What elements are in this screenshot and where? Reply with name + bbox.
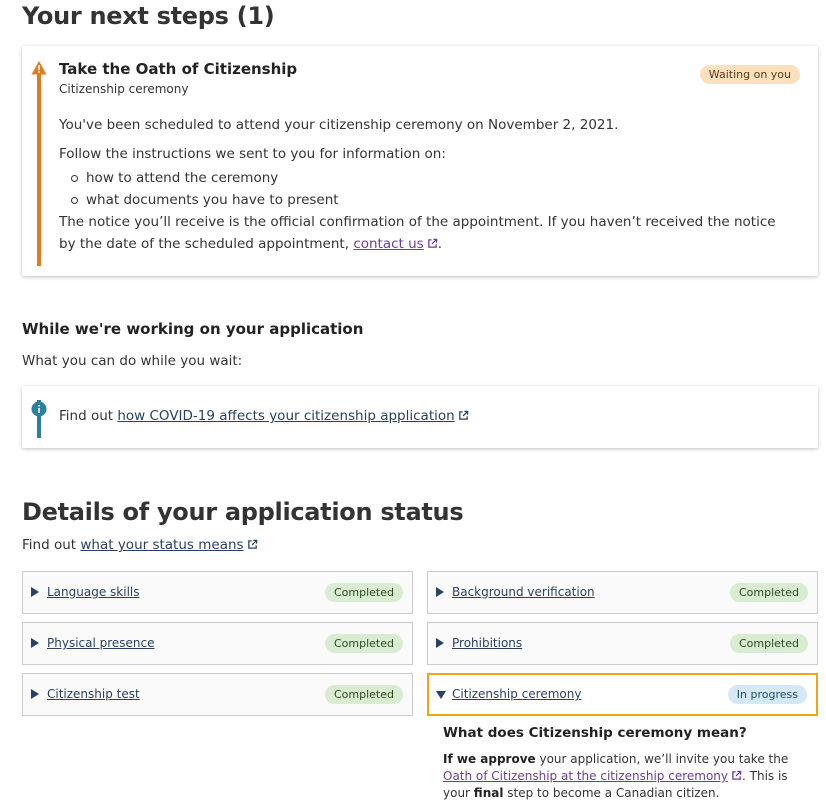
oath-card (22, 46, 818, 276)
ceremony-details-panel (427, 718, 818, 800)
oath-title: Take the Oath of Citizenship (59, 60, 298, 78)
external-link-icon (427, 238, 438, 249)
covid-text (59, 408, 469, 424)
external-link-icon (247, 539, 258, 550)
status-citizenship-ceremony[interactable] (427, 673, 818, 716)
body-text: your application, we’ll invite you take the (535, 752, 789, 766)
info-circle-icon (31, 401, 47, 417)
body-text: . This is your (443, 769, 788, 800)
ceremony-panel-body (443, 751, 805, 802)
body-text: step to become a Canadian citizen. (503, 786, 720, 800)
oath-ceremony-link[interactable]: Oath of Citizenship at the citizenship ceremony (443, 769, 728, 783)
chevron-right-icon (436, 638, 444, 648)
notice-end: . (437, 236, 443, 252)
completed-badge: Completed (325, 634, 403, 653)
completed-badge: Completed (325, 685, 403, 704)
status-physical-presence[interactable] (22, 622, 413, 665)
bold-text: final (473, 786, 504, 800)
status-language-skills[interactable] (22, 571, 413, 614)
list-item: how to attend the ceremony (71, 167, 779, 189)
status-label[interactable]: Prohibitions (452, 636, 523, 650)
in-progress-badge: In progress (728, 685, 807, 704)
status-label[interactable]: Citizenship test (47, 687, 140, 701)
completed-badge: Completed (730, 583, 808, 602)
notice-text: The notice you’ll receive is the official confirmation of the appointment. If you haven’t received the notice by the date of the scheduled appointment, (59, 214, 776, 252)
external-link-icon (458, 410, 469, 421)
list-item: what documents you have to present (71, 189, 779, 211)
findout-prefix: Find out (22, 537, 77, 553)
instructions-list (71, 167, 779, 211)
external-link-icon (731, 770, 742, 781)
chevron-right-icon (436, 587, 444, 597)
waiting-badge: Waiting on you (700, 65, 800, 84)
status-background-verification[interactable] (427, 571, 818, 614)
warning-bar (37, 64, 41, 266)
covid-link[interactable]: how COVID-19 affects your citizenship application (117, 408, 455, 424)
status-meaning-link[interactable]: what your status means (80, 537, 244, 553)
chevron-right-icon (31, 587, 39, 597)
status-citizenship-test[interactable] (22, 673, 413, 716)
working-heading: While we're working on your application (22, 320, 364, 338)
status-label[interactable]: Physical presence (47, 636, 155, 650)
status-label[interactable]: Language skills (47, 585, 140, 599)
covid-prefix: Find out (59, 408, 114, 424)
bold-text: If we approve (443, 752, 536, 766)
instructions-intro: Follow the instructions we sent to you for information on: (59, 146, 446, 162)
chevron-down-icon (436, 691, 446, 699)
chevron-right-icon (31, 638, 39, 648)
oath-body (59, 114, 779, 255)
status-prohibitions[interactable] (427, 622, 818, 665)
working-subtext: What you can do while you wait: (22, 353, 243, 369)
ceremony-panel-title: What does Citizenship ceremony mean? (443, 725, 747, 741)
notice-paragraph (59, 211, 779, 255)
chevron-right-icon (31, 689, 39, 699)
covid-card (22, 386, 818, 448)
scheduled-text: You've been scheduled to attend your citizenship ceremony on November 2, 2021. (59, 117, 619, 133)
status-label[interactable]: Citizenship ceremony (452, 687, 582, 701)
findout-text (22, 537, 258, 553)
oath-subtitle: Citizenship ceremony (59, 82, 189, 96)
next-steps-heading: Your next steps (1) (22, 2, 275, 30)
completed-badge: Completed (730, 634, 808, 653)
completed-badge: Completed (325, 583, 403, 602)
contact-us-link[interactable]: contact us (353, 236, 424, 252)
warning-triangle-icon (31, 60, 47, 76)
status-label[interactable]: Background verification (452, 585, 595, 599)
details-heading: Details of your application status (22, 498, 464, 526)
